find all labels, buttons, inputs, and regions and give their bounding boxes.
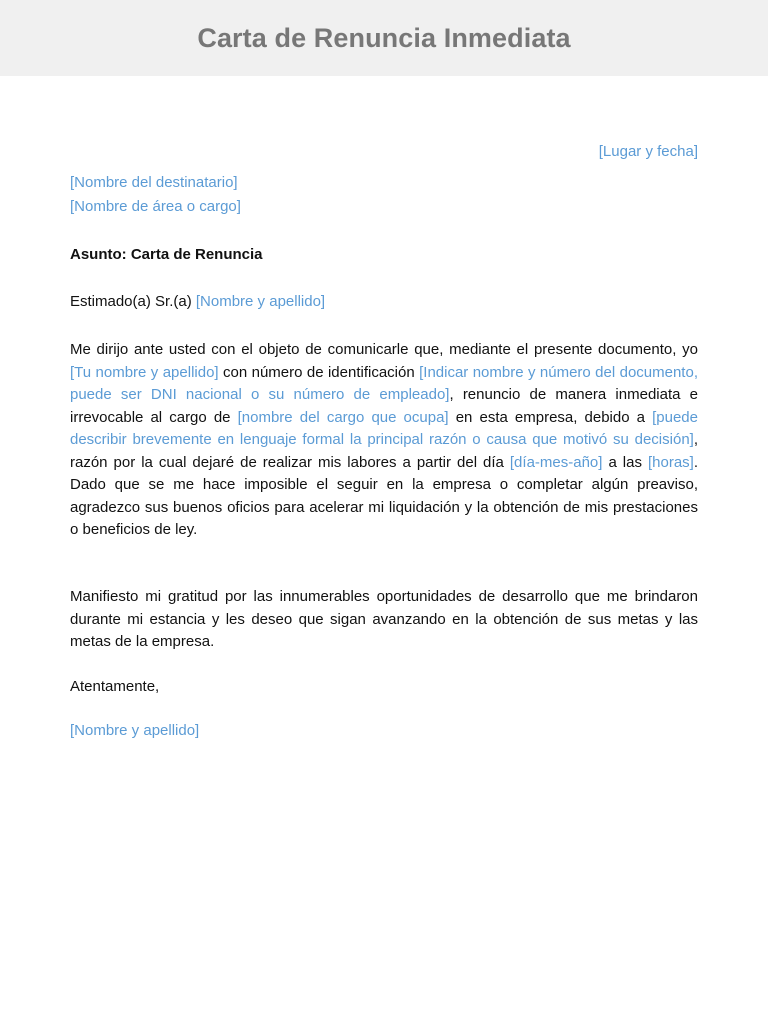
recipient-name-placeholder: [Nombre del destinatario] [70, 174, 238, 191]
paragraph-resignation [70, 339, 698, 542]
paragraph-text: , razón por la cual dejaré de realizar mis labores a partir del día [70, 431, 698, 471]
paragraph-placeholder: [Tu nombre y apellido] [70, 363, 219, 381]
signature-placeholder: [Nombre y apellido] [70, 722, 200, 739]
title-banner [0, 0, 768, 76]
greeting-line [70, 291, 325, 313]
closing-line: Atentamente, [70, 678, 160, 695]
greeting-text: Estimado(a) Sr.(a) [70, 293, 196, 310]
paragraph-placeholder: [puede describir brevemente en lenguaje formal la principal razón o causa que motivó su decisión] [70, 408, 698, 448]
paragraph-placeholder: [horas] [647, 453, 694, 471]
paragraph-text: en esta empresa, debido a [448, 408, 653, 426]
recipient-area-placeholder: [Nombre de área o cargo] [70, 198, 241, 215]
paragraph-placeholder: [Indicar nombre y número del documento, puede ser DNI nacional o su número de empleado] [70, 363, 698, 403]
greeting-name-placeholder: [Nombre y apellido] [195, 293, 326, 310]
paragraph-text: . Dado que se me hace imposible el seguir en la empresa o completar algún preaviso, agradezco sus buenos oficios para acelerar mi liquidación y la obtención de mis prestaciones o beneficios de ley. [70, 453, 698, 538]
paragraph-placeholder: [día-mes-año] [509, 453, 603, 471]
place-date-placeholder: [Lugar y fecha] [598, 143, 698, 160]
paragraph-text: , renuncio de manera inmediata e irrevocable al cargo de [70, 386, 698, 426]
paragraph-text: Me dirijo ante usted con el objeto de comunicarle que, mediante el presente documento, yo [70, 341, 698, 358]
paragraph-placeholder: [nombre del cargo que ocupa] [237, 408, 449, 426]
paragraph-gratitude: Manifiesto mi gratitud por las innumerables oportunidades de desarrollo que me brindaron durante mi estancia y les deseo que sigan avanzando en la obtención de sus metas y las metas de la empresa. [70, 588, 698, 650]
subject-line: Asunto: Carta de Renuncia [70, 246, 263, 263]
document-title: Carta de Renuncia Inmediata [197, 22, 571, 53]
recipient-block [70, 171, 241, 219]
paragraph-text: a las [602, 453, 648, 471]
paragraph-text: con número de identificación [218, 363, 420, 381]
